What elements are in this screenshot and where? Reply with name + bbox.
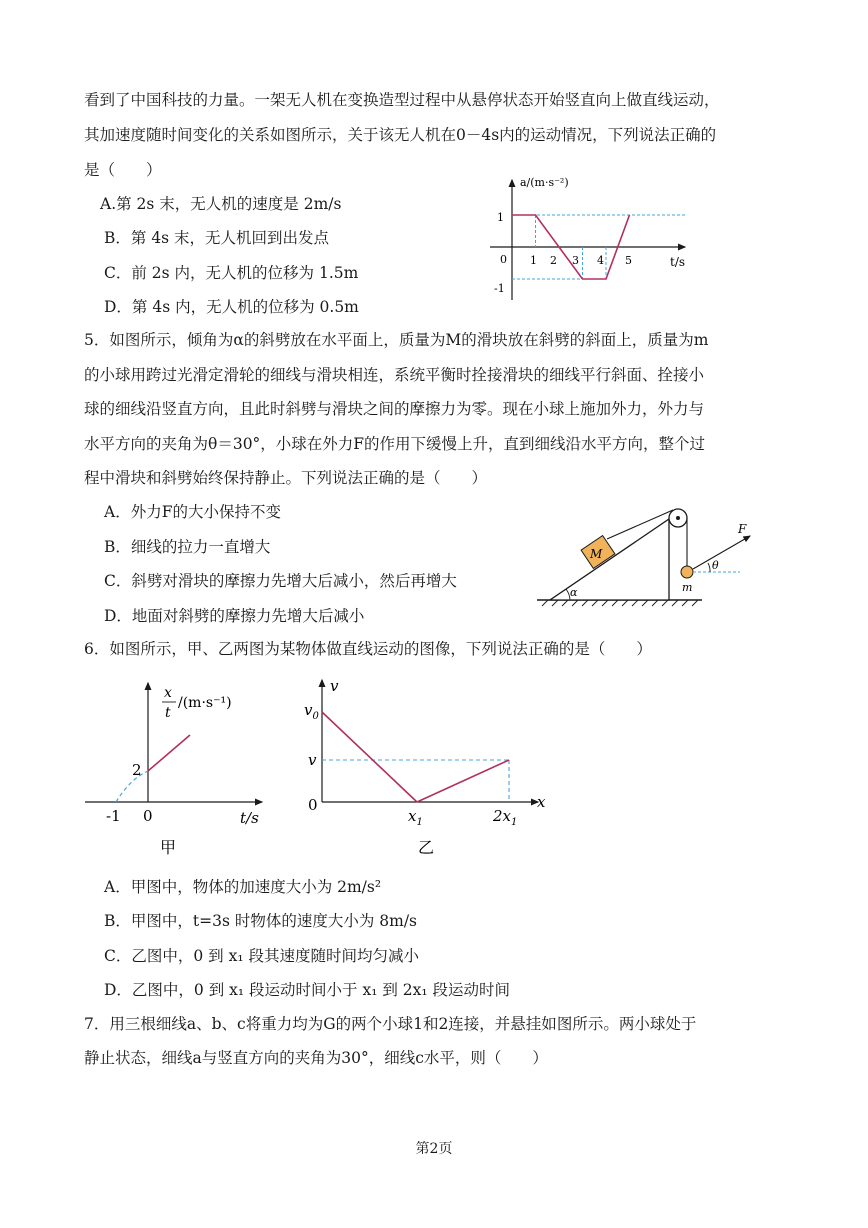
q6-option-c: C．乙图中，0 到 x₁ 段其速度随时间均匀减小 (104, 947, 419, 965)
q5-line-3: 球的细线沿竖直方向，且此时斜劈与滑块之间的摩擦力为零。现在小球上施加外力，外力与 (84, 400, 705, 418)
q7-line-2: 静止状态，细线a与竖直方向的夹角为30°，细线c水平，则（ ） (84, 1049, 548, 1067)
page-number: 第2页 (415, 1141, 453, 1157)
q5-line-5: 程中滑块和斜劈始终保持静止。下列说法正确的是（ ） (84, 469, 488, 487)
q4-option-c: C．前 2s 内，无人机的位移为 1.5m (104, 264, 359, 282)
jia-tick-neg1: -1 (106, 807, 121, 825)
yi-xlabel: x (537, 793, 546, 811)
jia-ylabel-numerator: x (164, 685, 172, 701)
q6-option-b: B．甲图中，t=3s 时物体的速度大小为 8m/s (104, 912, 418, 930)
at-xtick-2: 2 (550, 254, 557, 267)
alpha-label: α (570, 586, 578, 599)
yi-origin: 0 (308, 796, 318, 814)
q5-line-2: 的小球用跨过光滑定滑轮的细线与滑块相连，系统平衡时拴接滑块的细线平行斜面、拴接小 (84, 366, 705, 384)
at-xlabel: t/s (670, 255, 686, 269)
jia-caption: 甲 (160, 838, 177, 857)
jia-tick-2: 2 (132, 761, 142, 779)
q4-option-a: A.第 2s 末，无人机的速度是 2m/s (100, 195, 342, 213)
q6-option-a: A．甲图中，物体的加速度大小为 2m/s² (104, 878, 382, 896)
at-ytick-neg: -1 (494, 282, 505, 295)
at-origin: 0 (500, 253, 507, 266)
block-M-label: M (590, 547, 603, 561)
q5-option-c: C．斜劈对滑块的摩擦力先增大后减小，然后再增大 (104, 572, 457, 590)
ball-m (681, 566, 693, 578)
yi-x1-label: $x_1$ (408, 807, 423, 828)
wedge (550, 519, 669, 600)
at-ytick-pos: 1 (497, 211, 504, 224)
at-xtick-5: 5 (625, 254, 632, 267)
acceleration-time-graph (480, 170, 720, 310)
q5-option-a: A．外力F的大小保持不变 (104, 503, 281, 521)
slope-pulley-diagram (532, 505, 782, 615)
q5-line-1: 5．如图所示，倾角为α的斜劈放在水平面上，质量为M的滑块放在斜劈的斜面上，质量为m (84, 331, 709, 349)
graph-yi (300, 675, 560, 865)
q4-line-3: 是（ ） (84, 161, 162, 179)
jia-ylabel-unit: /(m·s⁻¹) (178, 695, 232, 711)
at-xtick-3: 3 (572, 254, 579, 267)
q5-line-4: 水平方向的夹角为θ＝30°，小球在外力F的作用下缓慢上升，直到细线沿水平方向，整个过 (84, 435, 706, 453)
q6-line-1: 6．如图所示，甲、乙两图为某物体做直线运动的图像，下列说法正确的是（ ） (84, 640, 652, 658)
q4-option-d: D．第 4s 内，无人机的位移为 0.5m (104, 298, 359, 316)
theta-label: θ (712, 559, 719, 572)
yi-segment-increasing (417, 760, 509, 802)
q6-option-d: D．乙图中，0 到 x₁ 段运动时间小于 x₁ 到 2x₁ 段运动时间 (104, 981, 511, 999)
yi-v0-label: $v_0$ (304, 701, 319, 722)
jia-ylabel-denominator: t (165, 705, 171, 721)
ball-m-label: m (682, 581, 693, 594)
at-xtick-1: 1 (530, 254, 537, 267)
yi-v-label: v (308, 751, 317, 769)
yi-2x1-label: $2x_1$ (493, 807, 518, 828)
force-F-label: F (738, 522, 747, 536)
yi-segment-decreasing (322, 712, 417, 802)
graph-jia (80, 675, 280, 865)
at-xtick-4: 4 (597, 254, 604, 267)
force-F-arrow (693, 536, 750, 569)
q4-line-2: 其加速度随时间变化的关系如图所示，关于该无人机在0－4s内的运动情况，下列说法正确的 (84, 126, 717, 144)
at-ylabel: a/(m·s⁻²) (520, 176, 569, 189)
yi-caption: 乙 (418, 838, 435, 857)
pulley-axle (676, 516, 680, 520)
ground-hatching (542, 600, 698, 606)
q4-line-1: 看到了中国科技的力量。一架无人机在变换造型过程中从悬停状态开始竖直向上做直线运动， (84, 91, 720, 109)
q4-option-b: B．第 4s 末，无人机回到出发点 (104, 229, 330, 247)
q5-option-b: B．细线的拉力一直增大 (104, 538, 271, 556)
jia-line (148, 735, 190, 771)
q5-option-d: D．地面对斜劈的摩擦力先增大后减小 (104, 607, 365, 625)
yi-ylabel: v (330, 677, 339, 695)
q7-line-1: 7．用三根细线a、b、c将重力均为G的两个小球1和2连接，并悬挂如图所示。两小球处于 (84, 1015, 697, 1033)
theta-arc (708, 563, 710, 572)
jia-xlabel: t/s (240, 809, 259, 827)
jia-origin: 0 (143, 807, 153, 825)
